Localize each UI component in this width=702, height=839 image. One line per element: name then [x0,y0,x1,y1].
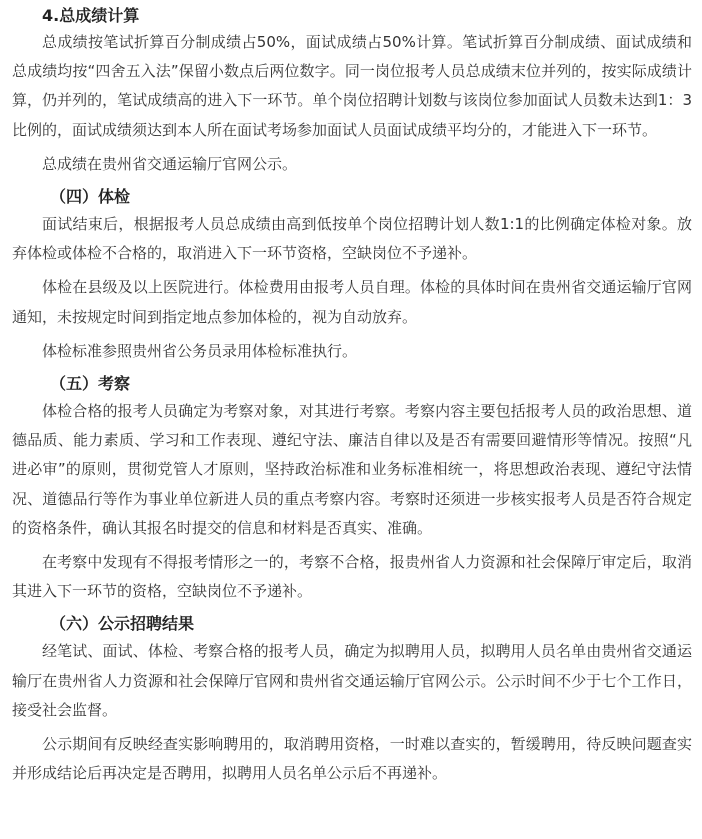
paragraph-total-score-rules: 总成绩按笔试折算百分制成绩占50%，面试成绩占50%计算。笔试折算百分制成绩、面试成绩和总成绩均按“四舍五入法”保留小数点后两位数字。同一岗位报考人员总成绩末位并列的，按实际成绩计算，仍并列的，笔试成绩高的进入下一环节。单个岗位招聘计划数与该岗位参加面试人员数未达到1：3比例的，面试成绩须达到本人所在面试考场参加面试人员面试成绩平均分的，才能进入下一环节。 [12,33,692,139]
section-heading-total-score: 4.总成绩计算 [42,6,140,25]
paragraph-physical-exam-standard: 体检标准参照贵州省公务员录用体检标准执行。 [42,341,358,360]
paragraph-total-score-publicity: 总成绩在贵州省交通运输厅官网公示。 [42,154,298,173]
paragraph-publicity-list: 经笔试、面试、体检、考察合格的报考人员，确定为拟聘用人员，拟聘用人员名单由贵州省交通运输厅在贵州省人力资源和社会保障厅官网和贵州省交通运输厅官网公示。公示时间不少于七个工作日，接受社会监督。 [12,642,692,719]
section-heading-publicity-results: （六）公示招聘结果 [50,614,195,634]
paragraph-physical-exam-place: 体检在县级及以上医院进行。体检费用由报考人员自理。体检的具体时间在贵州省交通运输厅官网通知，未按规定时间到指定地点参加体检的，视为自动放弃。 [12,278,692,326]
paragraph-physical-exam-object: 面试结束后，根据报考人员总成绩由高到低按单个岗位招聘计划人数1:1的比例确定体检对象。放弃体检或体检不合格的，取消进入下一环节资格，空缺岗位不予递补。 [12,215,692,263]
section-heading-physical-exam: （四）体检 [50,187,131,207]
paragraph-publicity-objection: 公示期间有反映经查实影响聘用的，取消聘用资格，一时难以查实的，暂缓聘用，待反映问题查实并形成结论后再决定是否聘用，拟聘用人员名单公示后不再递补。 [12,735,692,783]
paragraph-inspection-disqualify: 在考察中发现有不得报考情形之一的，考察不合格，报贵州省人力资源和社会保障厅审定后，取消其进入下一环节的资格，空缺岗位不予递补。 [12,553,692,601]
paragraph-inspection-content: 体检合格的报考人员确定为考察对象，对其进行考察。考察内容主要包括报考人员的政治思想、道德品质、能力素质、学习和工作表现、遵纪守法、廉洁自律以及是否有需要回避情形等情况。按照“凡进必审”的原则，贯彻党管人才原则，坚持政治标准和业务标准相统一，将思想政治表现、遵纪守法情况、道德品行等作为事业单位新进人员的重点考察内容。考察时还须进一步核实报考人员是否符合规定的资格条件，确认其报名时提交的信息和材料是否真实、准确。 [12,402,692,537]
section-heading-inspection: （五）考察 [50,374,131,394]
